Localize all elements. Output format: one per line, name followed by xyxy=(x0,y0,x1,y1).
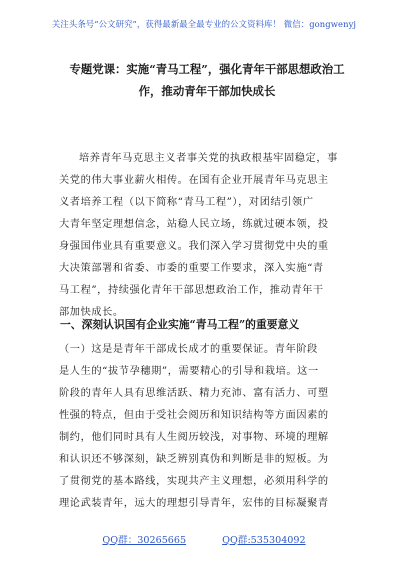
title-line: 专题党课：实施“青马工程”，强化青年干部思想政治工 xyxy=(69,62,345,76)
text-line: 理论武装青年，远大的理想引导青年，宏伟的目标凝聚青 xyxy=(59,498,329,509)
text-line: 制约，他们同时具有人生阅历较浅，对事物、环境的理解 xyxy=(59,432,329,443)
text-line: 了贯彻党的基本路线，实现共产主义理想，必须用科学的 xyxy=(59,476,329,487)
header-banner: 关注头条号“公文研究”，获得最新最全最专业的公文资料库！ 微信：gongwenyj xyxy=(51,19,357,29)
text-line: 是人生的“拔节孕穗期”，需要精心的引导和栽培。这一 xyxy=(59,366,319,377)
footer xyxy=(0,532,408,546)
text-line: 马工程”，持续强化青年干部思想政治工作，推动青年干 xyxy=(59,285,324,296)
text-line: 义者培养工程（以下简称“青马工程”），对团结引领广 xyxy=(59,197,314,208)
text-line: （一）这是是青年干部成长成才的重要保证。青年阶段 xyxy=(59,344,318,355)
text-line: 部加快成长。 xyxy=(59,307,124,318)
intro-paragraph xyxy=(59,148,359,324)
text-line: 和认识还不够深刻，缺乏辨别真伪和判断是非的短板。为 xyxy=(59,454,329,465)
qq-group-link-1[interactable]: QQ群：30265665 xyxy=(102,535,187,546)
text-line: 大决策部署和省委、市委的重要工作要求，深入实施“青 xyxy=(59,263,324,274)
text-line: 阶段的青年人具有思维活跃、精力充沛、富有活力、可塑 xyxy=(59,388,329,399)
section-paragraph xyxy=(59,339,359,515)
qq-group-link-2[interactable]: QQ群:535304092 xyxy=(222,535,306,546)
document-title xyxy=(48,58,366,102)
text-line: 培养青年马克思主义者事关党的执政根基牢固稳定，事 xyxy=(79,153,338,164)
title-line: 作，推动青年干部加快成长 xyxy=(138,84,276,98)
text-line: 身强国伟业具有重要意义。我们深入学习贯彻党中央的重 xyxy=(59,241,329,252)
section-heading: 一、深刻认识国有企业实施“青马工程”的重要意义 xyxy=(60,318,300,331)
text-line: 性强的特点，但由于受社会阅历和知识结构等方面因素的 xyxy=(59,410,329,421)
text-line: 大青年坚定理想信念，站稳人民立场，练就过硬本领，投 xyxy=(59,219,329,230)
text-line: 关党的伟大事业薪火相传。在国有企业开展青年马克思主 xyxy=(59,175,329,186)
